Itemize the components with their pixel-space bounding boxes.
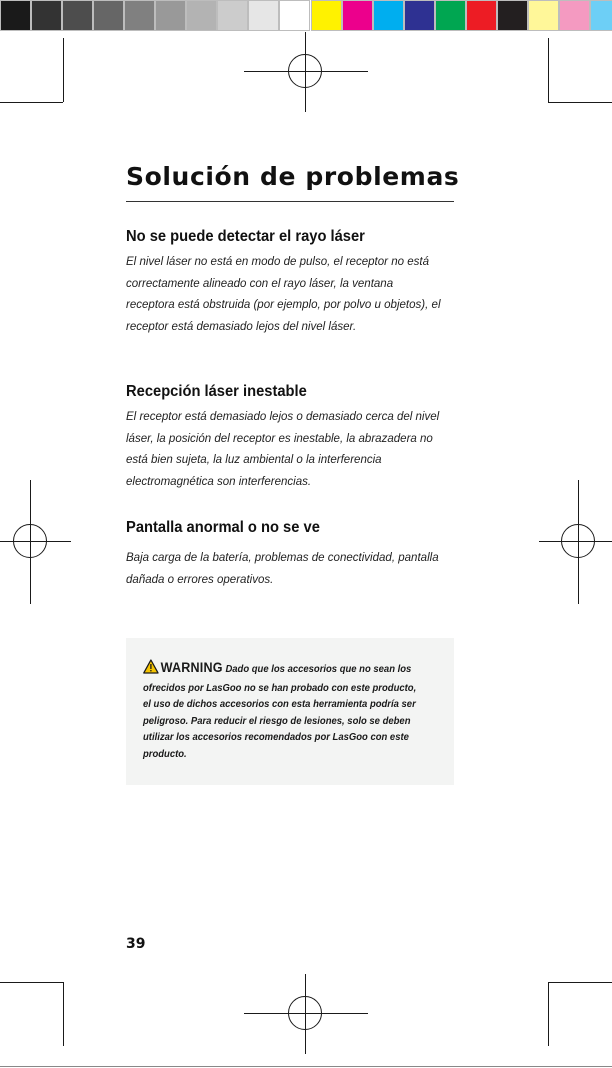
section-body: El nivel láser no está en modo de pulso, el receptor no está correctamente alineado con el rayo láser, la ventana receptora está obstruida (por ejemplo, por polvo u objetos), el receptor está demasiado lejos del nivel láser. [126, 254, 441, 333]
color-swatch [559, 0, 590, 31]
color-calibration-bar [0, 0, 612, 33]
color-swatch [373, 0, 404, 31]
gray-swatch [0, 0, 31, 31]
crop-mark [548, 38, 549, 102]
color-swatch [528, 0, 559, 31]
section-heading: Recepción láser inestable [126, 383, 307, 400]
registration-mark-icon [557, 520, 601, 564]
gray-swatch [31, 0, 62, 31]
crop-mark [548, 982, 612, 983]
warning-box [126, 638, 454, 785]
registration-mark-icon [284, 50, 328, 94]
color-swatch [435, 0, 466, 31]
color-swatch [311, 0, 342, 31]
crop-mark [63, 982, 64, 1046]
page-bottom-edge [0, 1066, 612, 1067]
color-swatch [590, 0, 612, 31]
color-swatch [497, 0, 528, 31]
warning-paragraph [143, 659, 422, 764]
gray-swatch [93, 0, 124, 31]
section-body: Baja carga de la batería, problemas de conectividad, pantalla dañada o errores operativos. [126, 550, 439, 586]
crop-mark [0, 982, 63, 983]
page-title: Solución de problemas [126, 162, 460, 191]
page-number: 39 [126, 936, 146, 952]
gray-swatch [248, 0, 279, 31]
gray-swatch [62, 0, 93, 31]
color-swatch [404, 0, 435, 31]
gray-swatch [279, 0, 310, 31]
section-body: El receptor está demasiado lejos o demasiado cerca del nivel láser, la posición del receptor es inestable, la abrazadera no está bien sujeta, la luz ambiental o la interferencia electromagnética son interferencias. [126, 409, 440, 488]
crop-mark [548, 982, 549, 1046]
crop-mark [0, 102, 63, 103]
color-swatch [466, 0, 497, 31]
gray-swatch [124, 0, 155, 31]
section-heading: Pantalla anormal o no se ve [126, 519, 320, 536]
registration-mark-icon [284, 992, 328, 1036]
warning-text: Dado que los accesorios que no sean los ofrecidos por LasGoo no se han probado con este producto, el uso de dichos accesorios con esta herramienta podría ser peligroso. Para reducir el riesgo de lesiones, solo se deben utilizar los accesorios recomendados por LasGoo con este producto. [143, 664, 417, 760]
section-heading: No se puede detectar el rayo láser [126, 228, 365, 245]
registration-mark-icon [9, 520, 53, 564]
gray-swatch [217, 0, 248, 31]
gray-swatch [155, 0, 186, 31]
warning-label: WARNING [160, 660, 223, 675]
title-divider [126, 201, 454, 202]
warning-triangle-icon [143, 659, 159, 681]
crop-mark [548, 102, 612, 103]
crop-mark [63, 38, 64, 102]
color-swatch [342, 0, 373, 31]
gray-swatch [186, 0, 217, 31]
